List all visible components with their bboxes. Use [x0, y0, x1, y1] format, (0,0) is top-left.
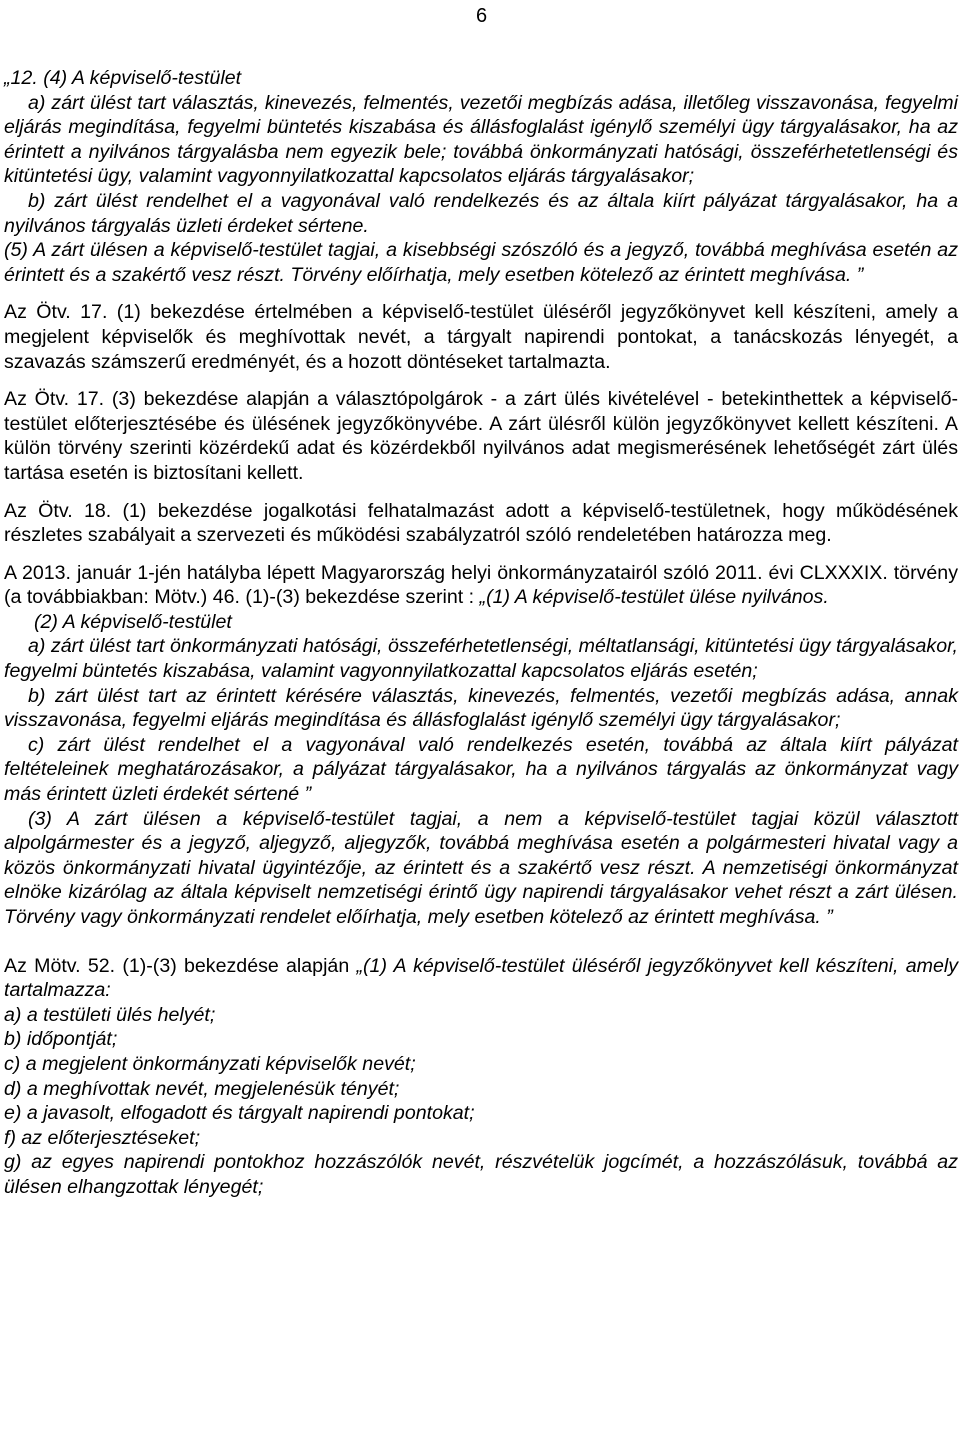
paragraph-motv-52-intro [4, 954, 958, 1003]
document-body [4, 66, 958, 1200]
list-item: g) az egyes napirendi pontokhoz hozzászólók nevét, részvételük jogcímét, a hozzászólásuk, továbbá az ülésen elhangzottak lényegét; [4, 1151, 958, 1198]
quoted-block-otv-12 [4, 66, 958, 287]
motv-p2-c: c) zárt ülést rendelhet el a vagyonával való rendelkezés esetén, továbbá az általa kiírt pályázat feltételeinek meghatározásakor, a pályázat tárgyalásakor, ha a nyilvános tárgyalás az önkormányzat vagy más érintett üzleti érdekét sértené ” [4, 733, 958, 806]
paragraph-otv-18: Az Ötv. 18. (1) bekezdése jogalkotási felhatalmazást adott a képviselő-testületnek, hogy működésének részletes szabályait a szervezeti és működési szabályzatról szóló rendeletében határozza meg. [4, 499, 958, 547]
motv-p2-a: a) zárt ülést tart önkormányzati hatósági, összeférhetetlenségi, méltatlansági, kitüntetési ügy tárgyalásakor, fegyelmi büntetés kiszabása, valamint vagyonnyilatkozattal kapcsolatos eljárás esetén; [4, 635, 958, 683]
paragraph-motv-46-intro [4, 561, 958, 610]
motv-intro-text: A 2013. január 1-jén hatályba lépett Magyarország helyi önkormányzatairól szóló 2011. évi CLXXXIX. törvény (a továbbiakban: Mötv.) 46. (1)-(3) bekezdése szerint : [4, 561, 958, 609]
list-item: f) az előterjesztéseket; [4, 1126, 201, 1149]
page-number: 6 [476, 5, 488, 27]
clause-a: a) zárt ülést tart választás, kinevezés, felmentés, vezetői megbízás adása, illetőleg visszavonása, fegyelmi eljárás megindítása, fegyelmi büntetés kiszabása és állásfoglalást igénylő személyi ügy tárgyalásakor, ha az érintett a nyilvános tárgyalásba nem egyezik bele; továbbá önkormányzati hatósági, összeférhetetlenségi és kitüntetési ügy, valamint vagyonnyilatkozattal kapcsolatos eljárás tárgyalásakor; [4, 91, 958, 188]
motv-intro-quote: „(1) A képviselő-testület ülése nyilvános. [479, 586, 829, 609]
list-item: e) a javasolt, elfogadott és tárgyalt napirendi pontokat; [4, 1102, 475, 1125]
section-heading: „12. (4) A képviselő-testület [4, 67, 242, 89]
motv-p2-heading: (2) A képviselő-testület [34, 610, 232, 633]
motv-p2-b: b) zárt ülést tart az érintett kérésére választás, kinevezés, felmentés, vezetői megbízás adása, annak visszavonása, fegyelmi eljárás megindítása és állásfoglalást igénylő személyi ügy tárgyalásakor; [4, 684, 958, 732]
clause-5: (5) A zárt ülésen a képviselő-testület tagjai, a kisebbségi szószóló és a jegyző, továbbá meghívása esetén az érintett és a szakértő vesz részt. Törvény előírhatja, mely esetben kötelező az érintett meghívása. ” [4, 239, 958, 286]
list-item: d) a meghívottak nevét, megjelenésük tényét; [4, 1077, 400, 1100]
motv-p3: (3) A zárt ülésen a képviselő-testület tagjai, a nem a képviselő-testület tagjai közül választott alpolgármester és a jegyző, aljegyző, aljegyzők, továbbá meghívása esetén a polgármesteri hivatal vagy a közös önkormányzati hivatal ügyintézője, az érintett és a szakértő vesz részt. A nemzetiségi önkormányzat elnöke kizárólag az általa képviselt nemzetiségi érintő ügy napirendi tárgyalásakor vehet részt a zárt ülésen. Törvény vagy önkormányzati rendelet előírhatja, mely esetben kötelező az érintett meghívása. ” [4, 807, 958, 928]
list-item: b) időpontját; [4, 1028, 118, 1051]
clause-b: b) zárt ülést rendelhet el a vagyonával való rendelkezés és az általa kiírt pályázat tárgyalásakor, ha a nyilvános tárgyalás üzleti érdeket sértene. [4, 189, 958, 237]
motv52-intro-quote: „(1) A képviselő-testület üléséről jegyzőkönyvet kell készíteni, amely tartalmazza: [4, 954, 958, 1002]
quoted-block-motv-52 [4, 954, 958, 1200]
list-item: a) a testületi ülés helyét; [4, 1003, 216, 1026]
list-item: c) a megjelent önkormányzati képviselők nevét; [4, 1052, 416, 1075]
paragraph-otv-17-3: Az Ötv. 17. (3) bekezdése alapján a választópolgárok - a zárt ülés kivételével - betekinthettek a képviselő-testület előterjesztésébe és ülésének jegyzőkönyvébe. A zárt ülésről külön jegyzőkönyvet kellett készíteni. A külön törvény szerinti közérdekű adat és közérdekből nyilvános adat megismerésének lehetőségét zárt ülés tartása esetén is biztosítani kellett. [4, 388, 958, 484]
quoted-block-motv-46 [4, 561, 958, 930]
paragraph-otv-17-1: Az Ötv. 17. (1) bekezdése értelmében a képviselő-testület üléséről jegyzőkönyvet kell készíteni, amely a megjelent képviselők és meghívottak nevét, a tárgyalt napirendi pontokat, a tanácskozás lényegét, a szavazás számszerű eredményét, és a hozott döntéseket tartalmazta. [4, 301, 958, 373]
motv52-intro-text: Az Mötv. 52. (1)-(3) bekezdése alapján [4, 954, 357, 977]
